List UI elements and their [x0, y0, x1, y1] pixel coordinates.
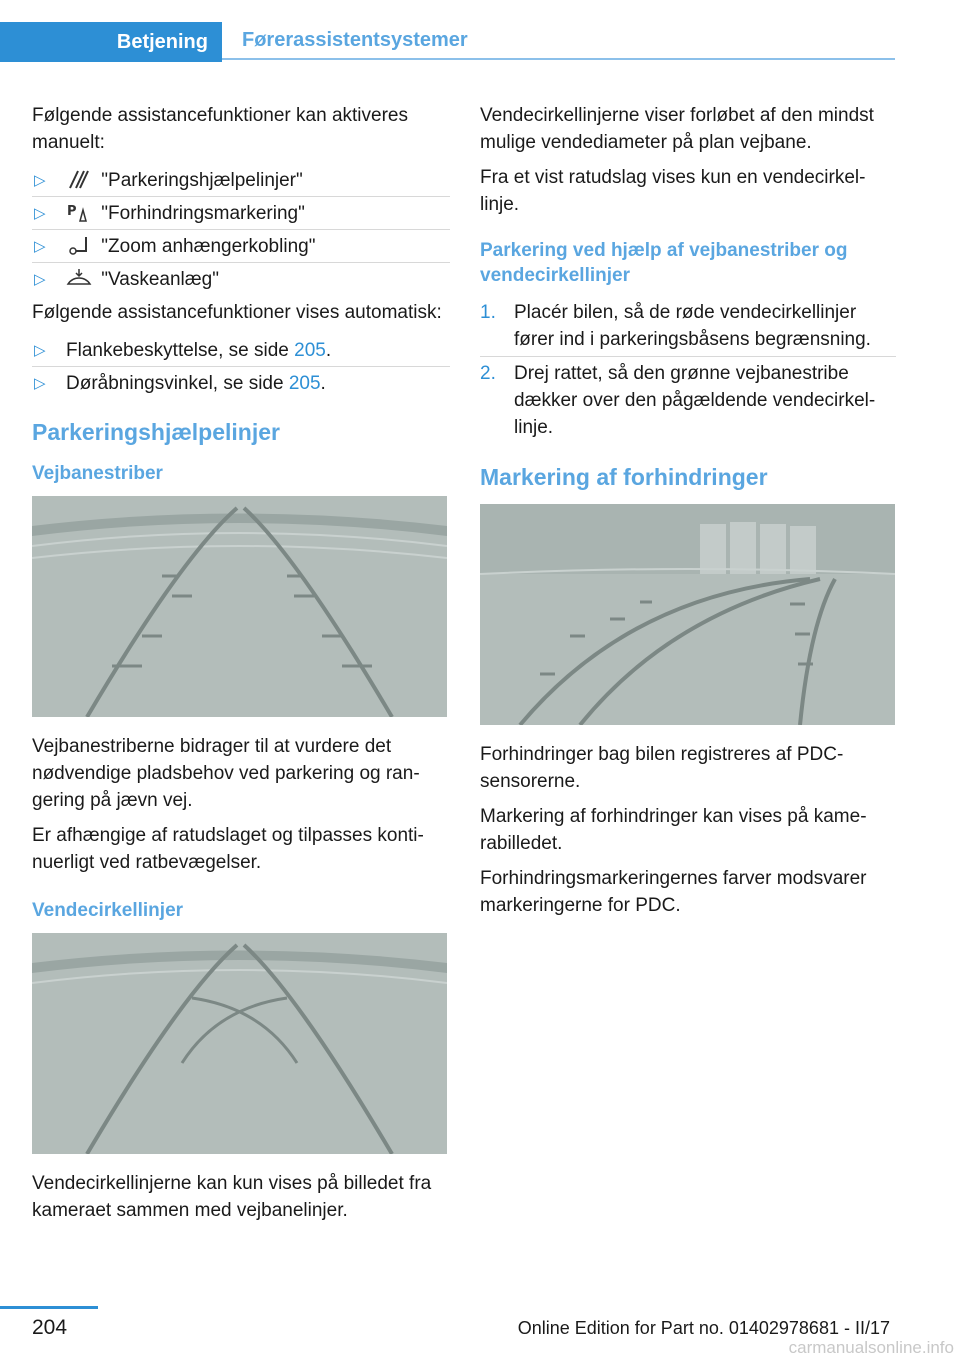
list-item-label: "Parkeringshjælpelinjer" — [101, 170, 303, 191]
step-text: Placér bilen, så de røde vendecirkellinjer fører ind i parkeringsbåsens begrænsning. — [514, 302, 871, 350]
svg-text:P: P — [67, 204, 77, 219]
turning-paragraph-3: Fra et vist ratudslag vises kun en vendecirkellinje. — [480, 167, 866, 215]
list-item — [32, 263, 450, 295]
page-link-205[interactable]: 205 — [288, 373, 321, 394]
lane-lines-figure — [32, 496, 447, 717]
subheading-parking-with-lines: Parkering ved hjælp af vejbanestriber og vendecirkellinjer — [480, 240, 848, 286]
manual-functions-list — [32, 164, 450, 295]
punctuation: . — [320, 373, 326, 394]
triangle-bullet-icon: ▷ — [34, 238, 46, 255]
punctuation: . — [325, 340, 332, 361]
triangle-bullet-icon: ▷ — [34, 375, 46, 392]
turning-paragraph-1: Vendecirkellinjerne kan kun vises på billedet fra kameraet sammen med vejbanelinjer. — [32, 1173, 432, 1221]
left-column — [32, 102, 450, 1232]
lanes-paragraph-1: Vejbanestriberne bidrager til at vurdere det nødvendige pladsbehov ved parkering og rangering på jævn vej. — [32, 736, 420, 811]
footer-accent-line — [0, 1306, 98, 1309]
list-item — [480, 296, 896, 357]
list-item-label: Flankebeskyttelse, se side — [66, 340, 295, 361]
lanes-paragraph-2: Er afhængige af ratudslaget og tilpasses kontinuerligt ved ratbevægelser. — [32, 825, 424, 873]
step-number: 2. — [480, 363, 496, 384]
section-tab-driver-assistance: Førerassistentsystemer — [222, 22, 895, 60]
subheading-lanes: Vejbanestriber — [32, 463, 163, 484]
list-item — [32, 367, 450, 399]
section-tab-betjening: Betjening — [0, 22, 222, 62]
heading-obstacle-marking: Markering af forhindringer — [480, 464, 768, 490]
turning-circle-figure — [32, 933, 447, 1154]
intro-auto-text: Følgende assistancefunktioner vises automatisk: — [32, 302, 442, 323]
list-item-label: "Forhindringsmarkering" — [101, 203, 305, 224]
parking-lines-icon — [66, 169, 92, 189]
intro-manual-text: Følgende assistancefunktioner kan aktiveres manuelt: — [32, 105, 408, 153]
list-item-label: "Zoom anhængerkobling" — [101, 236, 316, 257]
list-item — [32, 230, 450, 263]
triangle-bullet-icon: ▷ — [34, 271, 46, 288]
obstacle-marking-figure — [480, 504, 895, 725]
car-wash-icon — [66, 268, 92, 288]
list-item — [32, 334, 450, 367]
step-number: 1. — [480, 302, 496, 323]
list-item-label: Døråbningsvinkel, se side — [66, 373, 289, 394]
page-link-205[interactable]: 205 — [294, 340, 326, 361]
trailer-hitch-icon — [66, 235, 92, 255]
triangle-bullet-icon: ▷ — [34, 342, 46, 359]
watermark-text: carmanualsonline.info — [788, 1338, 954, 1357]
triangle-bullet-icon: ▷ — [34, 205, 46, 222]
list-item — [32, 164, 450, 197]
heading-parking-lines: Parkeringshjælpelinjer — [32, 419, 280, 445]
obstacles-paragraph-1: Forhindringer bag bilen registreres af PDC-sensorerne. — [480, 744, 844, 792]
list-item-label: "Vaskeanlæg" — [101, 269, 219, 290]
obstacles-paragraph-2: Markering af forhindringer kan vises på kamerabilledet. — [480, 806, 867, 854]
step-text: Drej rattet, så den grønne vejbanestribe dækker over den pågældende vendecirkellinje. — [514, 363, 876, 438]
auto-functions-list — [32, 334, 450, 399]
edition-text: Online Edition for Part no. 01402978681 - II/17 — [517, 1318, 890, 1338]
parking-steps-list — [480, 296, 896, 444]
triangle-bullet-icon: ▷ — [34, 172, 46, 189]
page-number: 204 — [32, 1316, 68, 1339]
page-header — [0, 0, 895, 62]
subheading-turning-circle: Vendecirkellinjer — [32, 900, 184, 921]
obstacles-paragraph-3: Forhindringsmarkeringernes farver modsvarer markeringerne for PDC. — [480, 868, 867, 916]
list-item — [480, 357, 896, 444]
list-item — [32, 197, 450, 230]
right-column — [480, 102, 896, 927]
obstacle-marking-icon — [66, 202, 92, 222]
turning-paragraph-2: Vendecirkellinjerne viser forløbet af den mindst mulige vendediameter på plan vejbane. — [480, 105, 874, 153]
